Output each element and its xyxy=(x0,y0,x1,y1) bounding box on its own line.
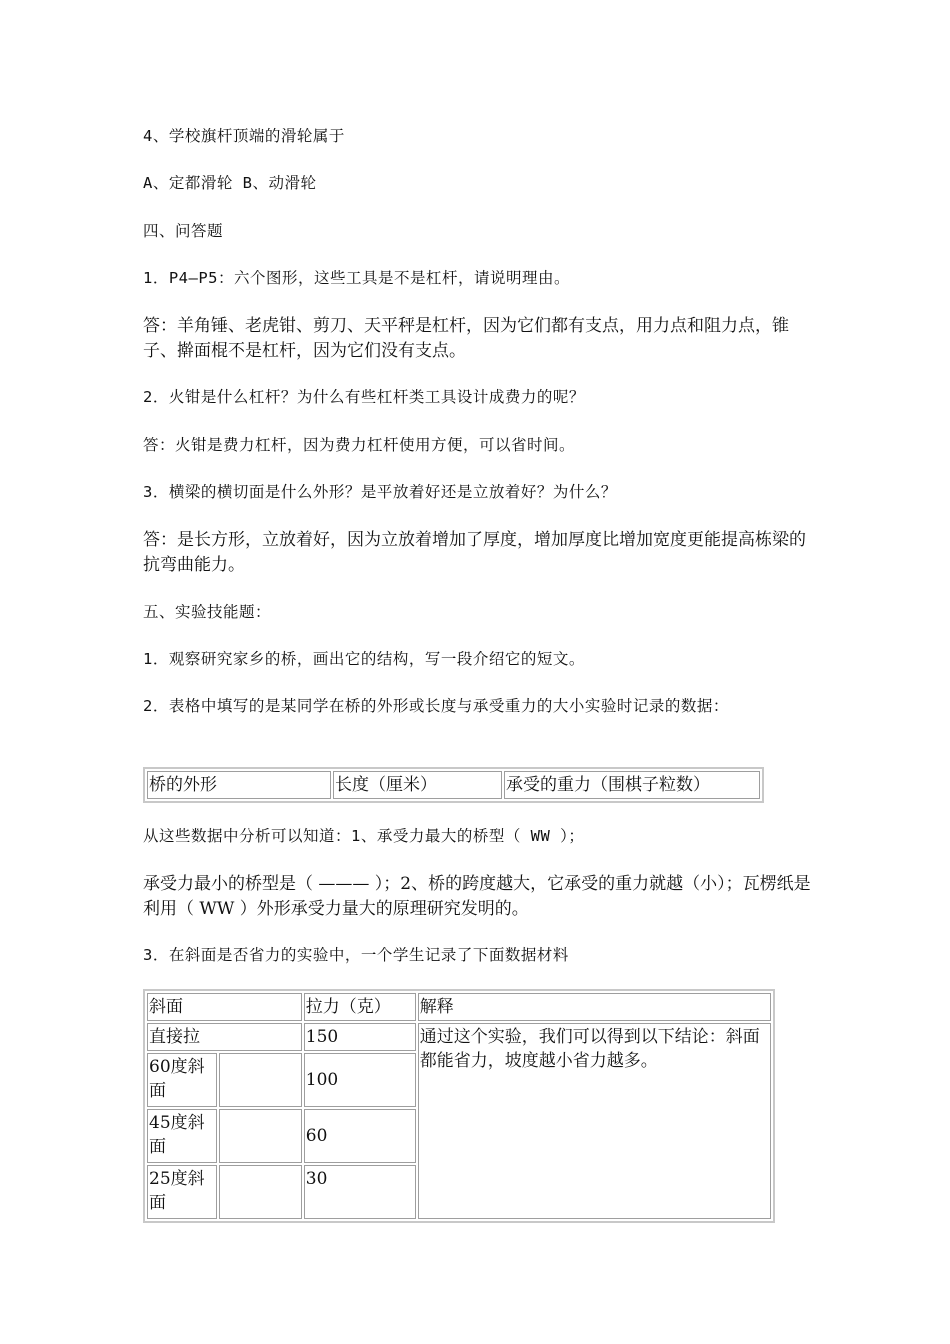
section-5-title: 五、实验技能题： xyxy=(143,603,272,621)
question-4: 4、学校旗杆顶端的滑轮属于 xyxy=(143,127,345,145)
slope-label-cell: 直接拉 xyxy=(147,1023,302,1051)
table-header-cell: 斜面 xyxy=(147,993,302,1021)
table-row xyxy=(147,771,760,799)
analysis-line-1: 从这些数据中分析可以知道：1、承受力最大的桥型（ WW ）； xyxy=(143,827,585,845)
empty-cell xyxy=(219,1053,302,1107)
qa-question-3: 3．横梁的横切面是什么外形？是平放着好还是立放着好？为什么？ xyxy=(143,483,617,501)
slope-data-table xyxy=(143,989,775,1223)
slope-value-cell: 100 xyxy=(304,1053,416,1107)
qa-question-2: 2．火钳是什么杠杆？为什么有些杠杆类工具设计成费力的呢？ xyxy=(143,388,585,406)
slope-label-cell: 25度斜面 xyxy=(147,1165,217,1219)
slope-value-cell: 60 xyxy=(304,1109,416,1163)
slope-value-cell: 30 xyxy=(304,1165,416,1219)
section-4-title: 四、问答题 xyxy=(143,222,224,240)
table-header-cell: 解释 xyxy=(418,993,771,1021)
table-header-cell: 桥的外形 xyxy=(147,771,331,799)
explanation-cell: 通过这个实验，我们可以得到以下结论：斜面都能省力，坡度越小省力越多。 xyxy=(418,1023,771,1219)
qa-answer-3: 答：是长方形，立放着好，因为立放着增加了厚度，增加厚度比增加宽度更能提高栋梁的抗弯曲能力。 xyxy=(143,530,806,575)
table-header-cell: 承受的重力（围棋子粒数） xyxy=(504,771,760,799)
slope-label-cell: 45度斜面 xyxy=(147,1109,217,1163)
slope-value-cell: 150 xyxy=(304,1023,416,1051)
empty-cell xyxy=(219,1109,302,1163)
table-row xyxy=(147,1023,771,1051)
bridge-data-table xyxy=(143,767,764,803)
section-5-item-2: 2．表格中填写的是某同学在桥的外形或长度与承受重力的大小实验时记录的数据： xyxy=(143,697,729,715)
analysis-line-2: 承受力最小的桥型是（ ——— ）；2、桥的跨度越大，它承受的重力就越（小）；瓦楞纸是利用（ WW ）外形承受力量大的原理研究发明的。 xyxy=(143,874,811,919)
qa-answer-2: 答：火钳是费力杠杆，因为费力杠杆使用方便，可以省时间。 xyxy=(143,436,576,454)
slope-label-cell: 60度斜面 xyxy=(147,1053,217,1107)
section-5-item-1: 1．观察研究家乡的桥，画出它的结构，写一段介绍它的短文。 xyxy=(143,650,585,668)
table-header-cell: 拉力（克） xyxy=(304,993,416,1021)
empty-cell xyxy=(219,1165,302,1219)
qa-answer-1: 答：羊角锤、老虎钳、剪刀、天平秤是杠杆，因为它们都有支点，用力点和阻力点，锥子、擀面棍不是杠杆，因为它们没有支点。 xyxy=(143,316,789,361)
question-4-options: A、定都滑轮 B、动滑轮 xyxy=(143,174,317,192)
qa-question-1: 1．P4—P5：六个图形，这些工具是不是杠杆，请说明理由。 xyxy=(143,269,570,287)
table-header-cell: 长度（厘米） xyxy=(333,771,502,799)
section-5-item-3: 3．在斜面是否省力的实验中，一个学生记录了下面数据材料 xyxy=(143,946,569,964)
table-row xyxy=(147,993,771,1021)
